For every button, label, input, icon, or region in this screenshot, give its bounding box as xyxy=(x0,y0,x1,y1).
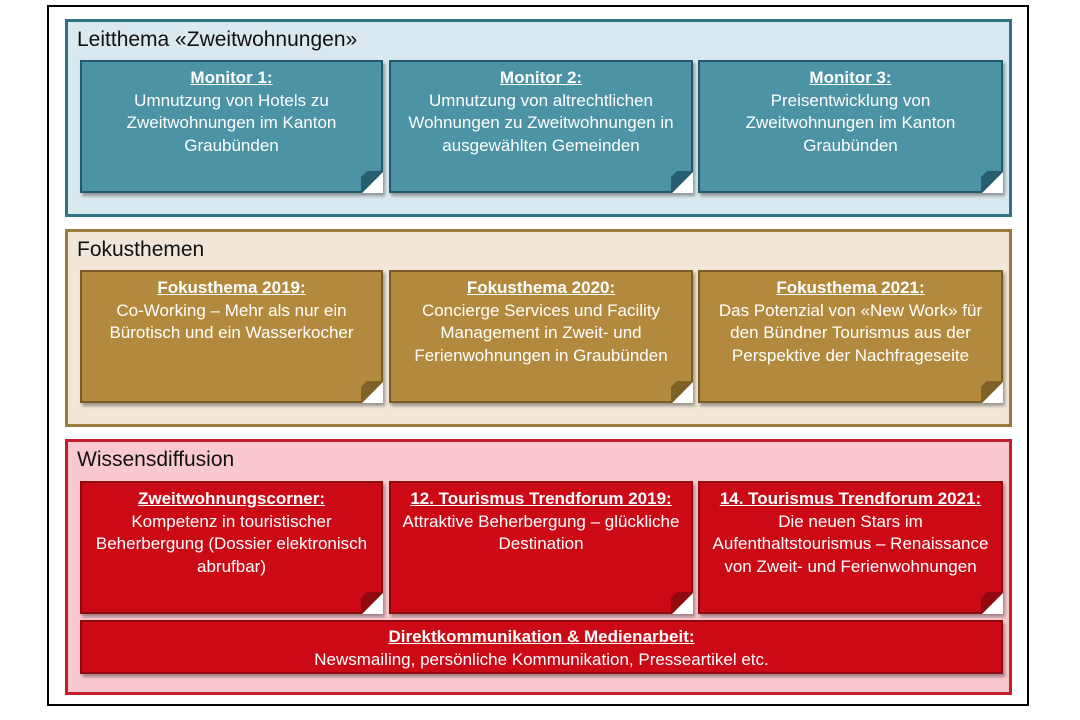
note-zweitwohnungscorner xyxy=(80,481,383,614)
note-monitor-2 xyxy=(389,60,693,193)
note-monitor-1 xyxy=(80,60,383,193)
folded-corner-icon xyxy=(981,381,1003,403)
folded-corner-icon xyxy=(671,592,693,614)
note-monitor-3 xyxy=(698,60,1003,193)
note-heading: Monitor 1: xyxy=(190,68,273,87)
folded-corner-icon xyxy=(981,171,1003,193)
note-fokusthema-2019 xyxy=(80,270,383,403)
note-fokusthema-2020 xyxy=(389,270,693,403)
note-body: Concierge Services und Facility Management in Zweit- und Ferienwohnungen in Graubünden xyxy=(414,300,668,365)
folded-corner-icon xyxy=(361,171,383,193)
note-body: Die neuen Stars im Aufenthaltstourismus – Renaissance von Zweit- und Ferienwohnungen xyxy=(712,511,989,576)
note-body: Das Potenzial von «New Work» für den Bündner Tourismus aus der Perspektive der Nachfrageseite xyxy=(718,300,983,365)
note-body: Umnutzung von Hotels zu Zweitwohnungen im Kanton Graubünden xyxy=(126,90,337,155)
note-body: Kompetenz in touristischer Beherbergung (Dossier elektronisch abrufbar) xyxy=(95,511,368,576)
note-heading: Fokusthema 2021: xyxy=(776,278,925,297)
note-heading: Fokusthema 2020: xyxy=(466,278,616,297)
section-title: Wissensdiffusion xyxy=(77,448,235,471)
folded-corner-icon xyxy=(671,171,693,193)
note-heading: Monitor 2: xyxy=(499,68,583,87)
folded-corner-icon xyxy=(981,592,1003,614)
note-fokusthema-2021 xyxy=(698,270,1003,403)
note-body: Umnutzung von altrechtlichen Wohnungen zu Zweitwohnungen in ausgewählten Gemeinden xyxy=(408,90,674,155)
note-heading: Fokusthema 2019: xyxy=(157,278,306,297)
note-heading: Monitor 3: xyxy=(809,68,892,87)
note-heading: Direktkommunikation & Medienarbeit: xyxy=(388,627,695,646)
note-trendforum-2019 xyxy=(389,481,693,614)
note-body: Attraktive Beherbergung – glückliche Destination xyxy=(402,511,680,553)
note-direktkommunikation xyxy=(80,620,1003,674)
section-title: Fokusthemen xyxy=(77,238,205,261)
note-body: Newsmailing, persönliche Kommunikation, Presseartikel etc. xyxy=(314,649,769,669)
folded-corner-icon xyxy=(671,381,693,403)
note-heading: Zweitwohnungscorner: xyxy=(138,489,325,508)
note-body: Co-Working – Mehr als nur ein Bürotisch und ein Wasserkocher xyxy=(109,300,354,342)
folded-corner-icon xyxy=(361,381,383,403)
note-heading: 12. Tourismus Trendforum 2019: xyxy=(410,489,672,508)
note-body: Preisentwicklung von Zweitwohnungen im Kanton Graubünden xyxy=(745,90,956,155)
note-heading: 14. Tourismus Trendforum 2021: xyxy=(719,489,982,508)
note-trendforum-2021 xyxy=(698,481,1003,614)
folded-corner-icon xyxy=(361,592,383,614)
section-title: Leitthema «Zweitwohnungen» xyxy=(77,28,358,51)
